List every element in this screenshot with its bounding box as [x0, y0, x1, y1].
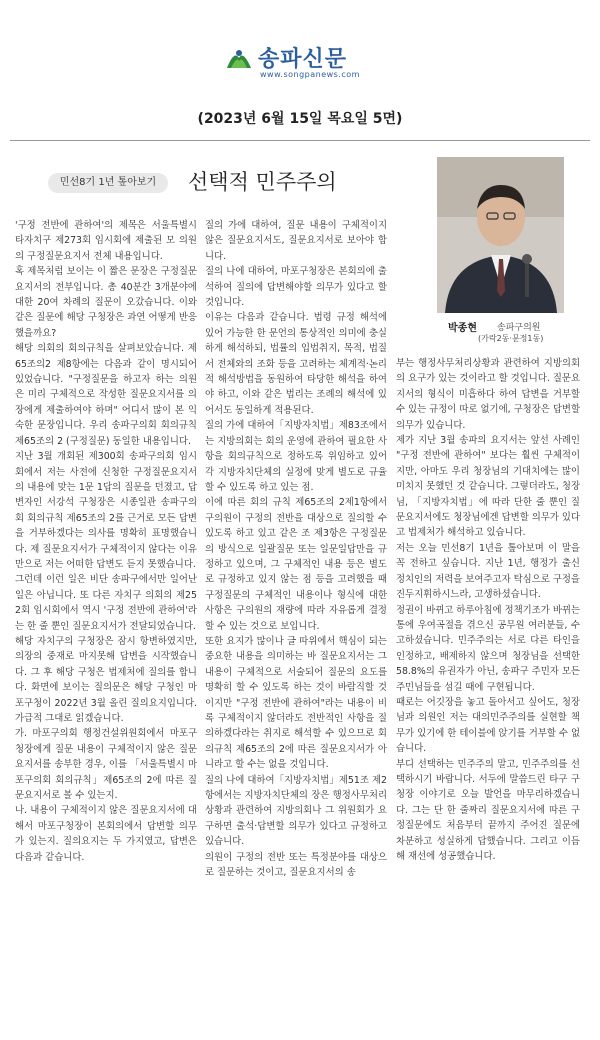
paragraph: 질의 가에 대하여, 질문 내용이 구체적이지 않은 질문요지서도, 질문요지서로 보아야 합니다.	[205, 220, 387, 262]
paragraph: 나. 내용이 구체적이지 않은 질문요지서에 대해서 마포구청장이 본회의에서 답변할 의무가 있는지. 질의요지는 두 가지였고, 답변은 다음과 같습니다.	[15, 805, 197, 863]
paragraph: 질의 나에 대하여, 마포구청장은 본회의에 출석하여 질의에 답변해야할 의무가 있다고 할 것입니다.	[205, 266, 387, 309]
paragraph: 혹 제목처럼 보이는 이 짧은 문장은 구정질문요지서의 전부입니다. 총 40분간 3개분야에 대한 20여 차례의 질문이 오갔습니다. 이와 같은 질문에 해당 구청장은 과연 어떻게 반응했을까요?	[15, 266, 197, 339]
paragraph: 부디 선택하는 민주주의 말고, 민주주의를 선택하시기 바랍니다. 서두에 말씀드린 타구 구청장 이야기로 오늘 발언을 마무리하겠습니다. 그는 단 한 줄짜리 질문요지서에 따른 구정질문에도 처음부터 끝까지 주어진 질문에 차분하고 성실하게 답했습니다. 그리고 이듬해 재선에 성공했습니다.	[396, 758, 580, 862]
dateline: (2023년 6월 15일 목요일 5면)	[197, 111, 403, 127]
author-name: 박종현	[448, 323, 477, 334]
paragraph: '구정 전반에 관하여'의 제목은 서울특별시 타자치구 제273회 임시회에 제출된 모 의원의 구정질문요지서 전체 내용입니다.	[15, 220, 197, 262]
paragraph: 질의 나에 대하여「지방자치법」제51조 제2항에서는 지방자치단체의 장은 행정사무처리상황과 관련하여 지방의회나 그 위원회가 요구하면 출석·답변할 의무가 있다고 규정하고 있습니다.	[205, 774, 387, 848]
paragraph: 질의 가에 대하여「지방자치법」제83조에서는 지방의회는 회의 운영에 관하여 필요한 사항을 회의규칙으로 정하도록 위임하고 있어 각 지방자치단체의 실정에 맞게 별도로 규율할 수 있도록 하고 있는 점.	[205, 420, 387, 493]
author-portrait-image	[437, 157, 564, 313]
paragraph: 해당 의회의 회의규칙을 살펴보았습니다. 제65조의2 제8항에는 다음과 같이 명시되어 있었습니다. "구정질문을 하고자 하는 의원은 미리 구체적으로 작성한 질문요지서를 의장에게 제출하여야 하며" 어디서 많이 본 익숙한 문장입니다. 우리 송파구의회 회의규칙 제65조의 2 (구정질문) 동일한 내용입니다.	[15, 343, 197, 447]
paragraph: 의원이 구정의 전반 또는 특정분야를 대상으로 질문하는 것이고, 질문요지서의 송	[205, 851, 387, 879]
paragraph: 이유는 다음과 같습니다. 법령 규정 해석에 있어 가능한 한 문언의 통상적인 의미에 충실하게 해석하되, 법률의 입법취지, 목적, 법질서 전체와의 조화 등을 고려하는 체계적·논리적 해석방법을 동원하여 타당한 해석을 하여야 하고, 이와 같은 법리는 조례의 해석에 있어서도 동일하게 적용된다.	[205, 312, 387, 416]
author-photo	[437, 157, 564, 313]
author-role: 송파구의원	[497, 323, 541, 333]
series-badge: 민선8기 1년 톺아보기	[48, 173, 168, 193]
paragraph: 그런데 이런 일은 비단 송파구에서만 일어난 일은 아닙니다. 또 다른 자치구 의회의 제252회 임시회에서 역시 '구정 전반에 관하여'라는 한 줄 뿐인 질문요지서가 전달되었습니다.	[15, 574, 197, 632]
article-column-1	[15, 218, 197, 1034]
article-title: 선택적 민주주의	[188, 170, 337, 194]
masthead-url: www.songpanews.com	[260, 70, 360, 79]
article-column-3	[396, 356, 580, 1034]
paragraph: 해당 자치구의 구청장은 잠시 항변하였지만, 의장의 중재로 마지못해 답변을 시작했습니다. 그 후 해당 구청은 법제처에 질의를 합니다. 화면에 보이는 질의문은 해당 구청인 마포구청이 2022년 3월 올린 질의요지입니다. 가급적 그대로 읽겠습니다.	[15, 635, 197, 724]
paragraph: 때로는 어깃장을 놓고 돌아서고 싶어도, 청장님과 의원인 저는 대의민주주의를 실현할 책무가 있기에 한 테이블에 앉기를 거부할 수 없습니다.	[396, 696, 580, 755]
author-district: (가락2동·문정1동)	[478, 334, 544, 343]
paragraph: 부는 행정사무처리상황과 관련하여 지방의회의 요구가 있는 것이라고 할 것입니다. 질문요지서의 형식이 미흡하다 하여 답변을 거부할 수 있는 규정이 따로 없기에, 구청장은 답변할 의무가 있습니다.	[396, 358, 580, 431]
songpa-logo-icon	[224, 44, 254, 74]
paragraph: 저는 오늘 민선8기 1년을 톺아보며 이 말을 꼭 전하고 싶습니다. 지난 1년, 행정가 출신 정치인의 저력을 보여주고자 탁심으로 구정을 진두지휘하시느라, 고생하셨습니다.	[396, 542, 580, 601]
paragraph: 지난 3월 개회된 제300회 송파구의회 임시회에서 저는 사전에 신청한 구정질문요지서의 내용에 맞는 1문 1답의 질문을 던졌고, 답변자인 서강석 구청장은 시종일관 송파구의회 회의규칙 제65조의 2를 근거로 모든 답변을 거부하겠다는 의사를 명확히 표명했습니다. 제 질문요지서가 구체적이지 않다는 이유만으로 저는 어떠한 답변도 듣지 못했습니다.	[15, 451, 197, 570]
paragraph: 제가 지난 3월 송파의 요지서는 앞선 사례인 "구정 전반에 관하여" 보다는 훨씬 구체적이지만, 아마도 우리 청장님의 기대치에는 많이 미치지 못했던 것 같습니다. 그렇더라도, 청장님, 「지방자치법」에 따라 단한 줄 뿐인 질문요지서에도 청장님에겐 답변할 의무가 있다고 법제처가 해석하고 있습니다.	[396, 435, 580, 539]
masthead-name: 송파신문	[258, 47, 348, 72]
divider	[10, 140, 590, 141]
paragraph: 또한 요지가 많이나 글 따위에서 핵심이 되는 중요한 내용을 의미하는 바 질문요지서는 그 내용이 구체적으로 서술되어 질문의 요도를 명확히 할 수 있도록 하는 것이 바람직할 것이지만 "구정 전반에 관하여"라는 내용이 비록 구체적이지 않더라도 전반적인 사항을 질의하겠다라는 취지로 해석할 수 있으므로 회의규칙 제65조의 2에 따른 질문요지서가 아니라고 할 수는 없을 것입니다.	[205, 635, 387, 771]
paragraph: 이에 따른 회의 규칙 제65조의 2제1항에서 구의원이 구정의 전반을 대상으로 질의할 수 있도록 하고 있고 같은 조 제3항은 구정질문의 방식으로 일괄질문 또는 일문일답만을 규정하고 있으며, 그 구체적인 내용 등은 별도로 규정하고 있지 않는 점 등을 고려했을 때 구정질문의 구체적인 내용이나 형식에 대한 사항은 구의원의 재량에 따라 자유롭게 결정할 수 있는 것으로 보입니다.	[205, 497, 387, 632]
paragraph: 가. 마포구의회 행정건설위원회에서 마포구청장에게 질문 내용이 구체적이지 않은 질문요지서를 송부한 경우, 이를 「서울특별시 마포구의회 회의규칙」제65조의 2에 따른 질문요지서로 볼 수 있는지.	[15, 728, 197, 802]
article-column-2	[205, 218, 387, 1034]
paragraph: 정권이 바뀌고 하루아침에 정책기조가 바뀌는 통에 우여곡절을 겪으신 공무원 여러분들, 수고하셨습니다. 민주주의는 서로 다른 타인을 인정하고, 배제하지 않으며 청장님을 선택한 58.8%의 유권자가 아닌, 송파구 주민자 모든 주민님들을 섬길 때에 구현됩니다.	[396, 604, 580, 693]
